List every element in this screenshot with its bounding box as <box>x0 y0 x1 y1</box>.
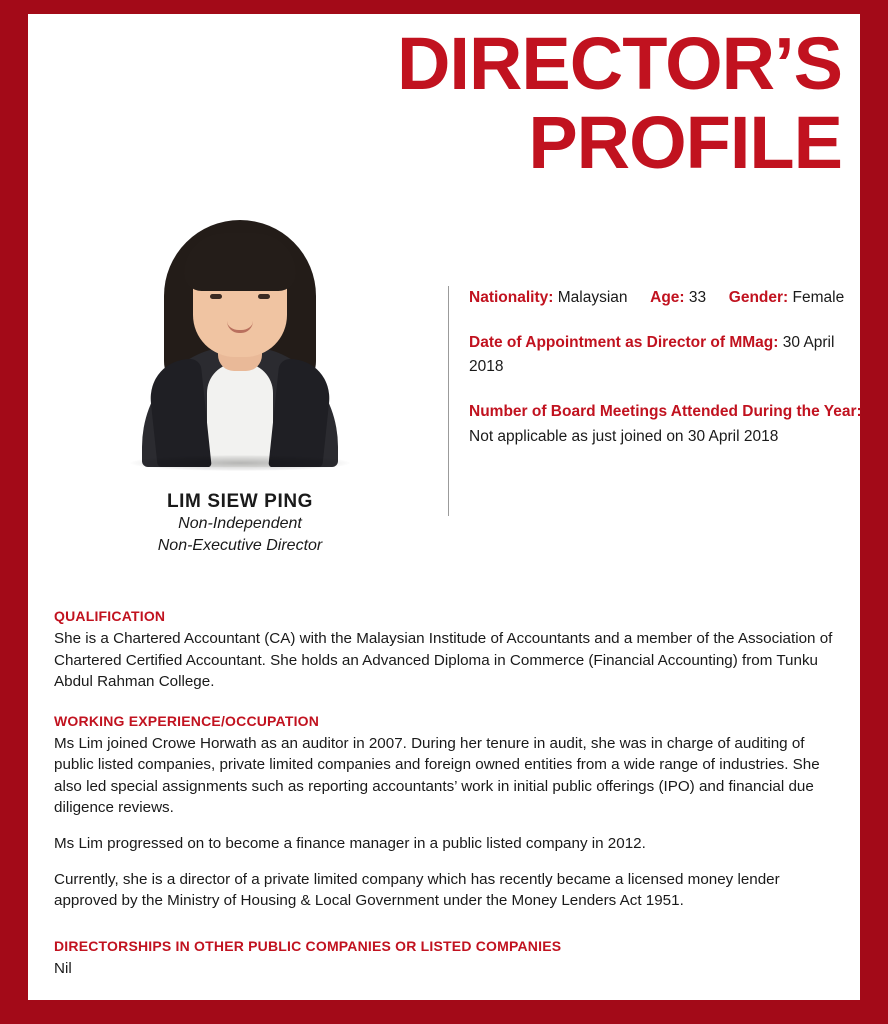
page-title <box>322 22 842 184</box>
jacket-lapel-left <box>146 359 211 467</box>
meetings-value: Not applicable as just joined on 30 April 2018 <box>469 428 779 445</box>
paragraph: Nil <box>54 959 72 977</box>
portrait-block <box>90 204 390 556</box>
section-qualification <box>54 608 834 693</box>
photo-shadow <box>130 455 350 471</box>
paragraph: She is a Chartered Accountant (CA) with the Malaysian Institude of Accountants and a member of the Association of Chartered Certified Accountant. She holds an Advanced Diploma in Commerce (Financial Accounting) from Tunku Abdul Rahman College. <box>54 630 833 691</box>
gender-value: Female <box>792 289 845 306</box>
title-line-1: DIRECTOR’S <box>396 22 842 105</box>
section-body <box>54 733 834 912</box>
paragraph: Ms Lim progressed on to become a finance manager in a public listed company in 2012. <box>54 835 646 853</box>
shirt <box>207 363 273 467</box>
director-role-line-1: Non-Independent <box>178 515 302 532</box>
nationality-label: Nationality: <box>469 289 554 306</box>
fact-row-meetings <box>469 400 868 449</box>
appointment-label: Date of Appointment as Director of MMag: <box>469 334 779 352</box>
gender-label: Gender: <box>728 289 789 306</box>
title-line-2: PROFILE <box>528 100 842 184</box>
section-heading: WORKING EXPERIENCE/OCCUPATION <box>54 712 320 729</box>
section-body <box>54 628 834 693</box>
appointment-value: 30 April 2018 <box>469 334 835 375</box>
jacket-lapel-right <box>268 359 333 467</box>
facts-panel <box>448 286 868 516</box>
document-page <box>28 14 860 1000</box>
eye-left <box>210 294 222 299</box>
section-heading: QUALIFICATION <box>54 608 166 624</box>
paragraph: Currently, she is a director of a private limited company which has recently became a licensed money lender approved by the Ministry of Housing & Local Government under the Money Lenders Act 1951. <box>54 870 780 910</box>
paragraph: Ms Lim joined Crowe Horwath as an auditor in 2007. During her tenure in audit, she was in charge of auditing of public listed companies, private limited companies and foreign owned entities from a wide range of industries. She also led special assignments such as reporting accountants’ work in initial public offerings (IPO) and financial due diligence reviews. <box>54 734 820 817</box>
nationality-value: Malaysian <box>557 289 628 306</box>
portrait-photo <box>90 204 390 479</box>
fact-row-appointment <box>469 331 868 378</box>
fact-row-basic <box>469 286 868 309</box>
meetings-label: Number of Board Meetings Attended During the Year: <box>469 402 862 420</box>
eye-right <box>258 294 270 299</box>
director-role-line-2: Non-Executive Director <box>157 536 323 554</box>
hair-front <box>184 233 296 291</box>
age-label: Age: <box>650 289 685 306</box>
director-name: LIM SIEW PING <box>166 491 314 512</box>
section-heading: DIRECTORSHIPS IN OTHER PUBLIC COMPANIES OR LISTED COMPANIES <box>54 937 562 954</box>
person-illustration <box>90 212 390 467</box>
section-other-directorships <box>54 938 834 980</box>
section-working-experience <box>54 713 834 912</box>
age-value: 33 <box>688 289 707 306</box>
section-body <box>54 958 834 980</box>
sections-container <box>54 608 834 979</box>
